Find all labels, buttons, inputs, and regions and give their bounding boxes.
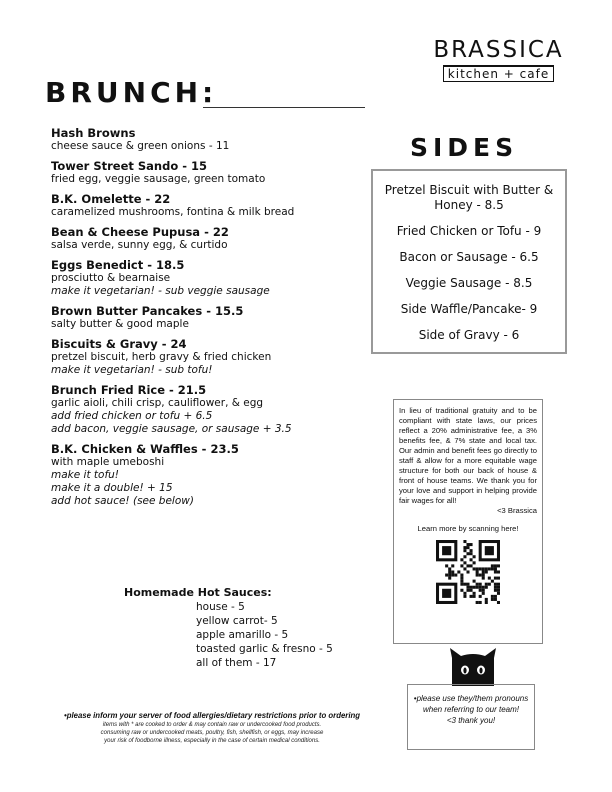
menu-item-description: with maple umeboshi: [51, 456, 165, 468]
menu-item: [51, 442, 361, 508]
logo-title: BRASSICA: [433, 37, 564, 63]
menu-item: [51, 304, 361, 331]
black-cat-icon: [448, 648, 498, 686]
qr-code-icon[interactable]: [436, 540, 500, 604]
menu-item-modifier: add fried chicken or tofu + 6.5: [51, 410, 213, 422]
logo-subtitle: kitchen + cafe: [443, 65, 554, 82]
brunch-heading: BRUNCH:: [45, 76, 218, 109]
hot-sauce-item: toasted garlic & fresno - 5: [196, 643, 333, 655]
hot-sauces-list: [196, 600, 354, 670]
hot-sauce-item: all of them - 17: [196, 657, 277, 669]
sides-box: [371, 169, 567, 354]
menu-item-name: Brown Butter Pancakes - 15.5: [51, 304, 244, 318]
learn-more-text: Learn more by scanning here!: [417, 524, 519, 533]
side-item: Side of Gravy - 6: [418, 328, 520, 342]
menu-item-name: Bean & Cheese Pupusa - 22: [51, 225, 229, 239]
gratuity-body: In lieu of traditional gratuity and to be compliant with state laws, our prices reflect a 20% administrative fee, a 3% benefits fee, & 7% state and local tax. Our admin and benefit fees go directly to staff & allow for a more equitable wage structure for both our back of house & front of house teams. We thank you for your love and support in helping provide fair wages for all!: [399, 406, 537, 505]
menu-item-modifier: make it tofu!: [51, 469, 120, 481]
menu-item-name: Hash Browns: [51, 126, 136, 140]
menu-item-name: Tower Street Sando - 15: [51, 159, 208, 173]
pronoun-line-2: when referring to our team!: [422, 705, 520, 714]
side-item: Fried Chicken or Tofu - 9: [396, 224, 542, 238]
allergy-fine-print-1: items with * are cooked to order & may contain raw or undercooked food products.: [102, 722, 322, 728]
side-item: Pretzel Biscuit with Butter & Honey - 8.5: [384, 183, 554, 212]
menu-item-modifier: make it a double! + 15: [51, 482, 173, 494]
menu-item-modifier: make it vegetarian! - sub tofu!: [51, 364, 213, 376]
pronoun-notice: [407, 684, 535, 750]
hot-sauce-item: yellow carrot- 5: [196, 615, 278, 627]
menu-item-description: pretzel biscuit, herb gravy & fried chicken: [51, 351, 272, 363]
menu-item-description: cheese sauce & green onions - 11: [51, 140, 230, 152]
menu-item: [51, 159, 361, 186]
menu-item-description: fried egg, veggie sausage, green tomato: [51, 173, 266, 185]
menu-item-description: prosciutto & bearnaise: [51, 272, 171, 284]
hot-sauce-item: apple amarillo - 5: [196, 629, 289, 641]
hot-sauce-item: house - 5: [196, 601, 245, 613]
hot-sauces-title: Homemade Hot Sauces:: [124, 586, 272, 599]
side-item: Veggie Sausage - 8.5: [405, 276, 533, 290]
menu-item-modifier: add bacon, veggie sausage, or sausage + 3.5: [51, 423, 292, 435]
hot-sauces-section: [124, 586, 354, 670]
menu-item-description: salty butter & good maple: [51, 318, 189, 330]
pronoun-line-1: •please use they/them pronouns: [413, 694, 529, 703]
menu-item: [51, 126, 361, 153]
menu-item-name: Biscuits & Gravy - 24: [51, 337, 187, 351]
menu-item-name: B.K. Chicken & Waffles - 23.5: [51, 442, 239, 456]
pronoun-line-3: <3 thank you!: [446, 716, 496, 725]
allergy-notice: [62, 711, 362, 745]
heading-underline: [203, 107, 365, 108]
menu-item-name: B.K. Omelette - 22: [51, 192, 171, 206]
gratuity-text: [399, 406, 537, 516]
menu-item-modifier: make it vegetarian! - sub veggie sausage: [51, 285, 270, 297]
side-item: Bacon or Sausage - 6.5: [399, 250, 539, 264]
menu-item: [51, 337, 361, 377]
menu-item: [51, 192, 361, 219]
menu-item: [51, 225, 361, 252]
brassica-logo: [431, 37, 566, 82]
gratuity-notice: [393, 399, 543, 644]
brunch-items-list: [51, 126, 361, 514]
allergy-main-text: •please inform your server of food allergies/dietary restrictions prior to ordering: [63, 711, 361, 720]
gratuity-signoff: <3 Brassica: [497, 506, 537, 515]
allergy-fine-print-3: your risk of foodborne illness, especially in the case of certain medical conditions.: [104, 738, 320, 744]
menu-item: [51, 258, 361, 298]
menu-item-name: Eggs Benedict - 18.5: [51, 258, 185, 272]
menu-item-description: salsa verde, sunny egg, & curtido: [51, 239, 228, 251]
allergy-fine-print-2: consuming raw or undercooked meats, poultry, fish, shellfish, or eggs, may increase: [100, 730, 324, 736]
menu-item: [51, 383, 361, 436]
menu-item-name: Brunch Fried Rice - 21.5: [51, 383, 207, 397]
side-item: Side Waffle/Pancake- 9: [400, 302, 538, 316]
menu-item-description: garlic aioli, chili crisp, cauliflower, & egg: [51, 397, 264, 409]
menu-item-modifier: add hot sauce! (see below): [51, 495, 194, 507]
sides-heading: SIDES: [410, 133, 519, 162]
menu-item-description: caramelized mushrooms, fontina & milk bread: [51, 206, 295, 218]
